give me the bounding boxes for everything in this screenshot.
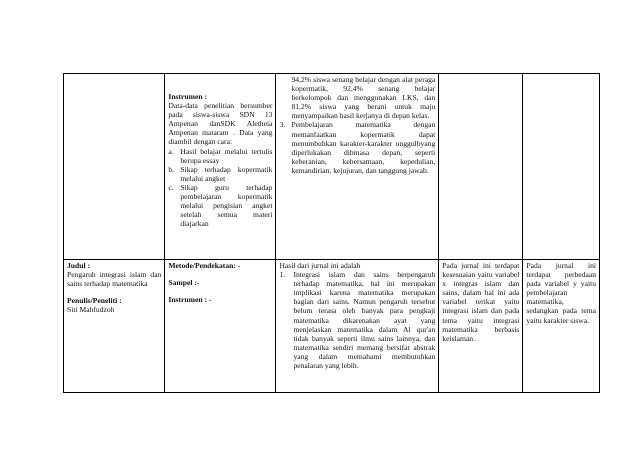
list-item: c. Sikap guru terhadap pembelajaran kopermatik melalui pengisian angket setelah semua materi diajarkan <box>168 182 273 229</box>
cell-r2-similarity: Pada jurnal ini terdapat kesesuaian yaitu variabel x integras islam dan sains, dalam hal ini ada variabel terikat yaitu integrasi islam dan pada tema yaitu integrasi matematika berbasis keislaman. <box>439 260 523 393</box>
instrument-list <box>168 147 272 229</box>
cell-r2-method <box>165 260 276 393</box>
results-list <box>279 270 435 370</box>
cell-r1-title <box>64 74 165 260</box>
judul-text: Pengaruh integrasi islam dan sains terhadap matematika <box>67 270 162 289</box>
penulis-label: Penulis/Peneliti : <box>67 296 122 306</box>
results-continuation: 94,2% siswa senang belajar dengan alat peraga kopermatik, 92,4% senang belajar berkelompok dan menggunakan LKS, dan 81,2% siswa yang berani untuk maju menyampaikan hasil kerjanya di depan kelas. <box>291 75 436 121</box>
list-item: b. Sikap terhadap kopermatik melalui angket <box>168 164 273 183</box>
cell-r2-results <box>276 260 439 393</box>
judul-label: Judul : <box>67 261 91 270</box>
cell-r2-title <box>64 260 165 393</box>
instrument-intro: Data-data penelitian bersumber pada siswa-siswa SDN 13 Ampenan danSDK Aletheia Ampenan mataram . Data yang diambil dengan cara: <box>168 101 273 147</box>
list-item: 1. Integrasi islam dan sains berpengaruh terhadap matematika, hal ini merupakan implikasi karena matematika merupakan bagian dari sains. Namun pengaruh tersebut belum terasa oleh banyak para pengkaji matematika dikarenakan ayat yang menjelaskan matematika dalam Al qur'an tidak banyak seperti ilmu sains lainnya, dan matematika sendiri memang bersifat abstrak yang dalam memahami membutuhkan penalaran yang lebih. <box>279 270 436 371</box>
cell-r1-similarity <box>439 74 523 260</box>
results-intro: Hasil dari jurnal ini adalah <box>279 261 361 270</box>
cell-r1-method <box>165 74 276 260</box>
cell-r1-difference <box>523 74 600 260</box>
cell-r1-results <box>276 74 439 260</box>
cell-r2-difference: Pada jurnal ini terdapat perbedaan pada variabel y yaitu pembelajaran matematika, sedangkan pada tema yaitu karakter siswa. <box>523 260 600 393</box>
table-row <box>64 260 600 393</box>
sampel-label: Sampel :- <box>168 278 200 288</box>
penulis-text: Siti Mahfudzoh <box>67 305 115 315</box>
instrument-heading: Instrumen : <box>168 92 207 101</box>
list-item: a. Hasil belajar melalui tertulis berupa essay <box>168 146 273 165</box>
metode-label: Metode/Pendekatan: - <box>168 261 241 270</box>
instrumen-label: Instrumen : - <box>168 295 212 305</box>
results-list <box>279 120 435 175</box>
literature-review-table <box>63 73 600 393</box>
list-item: 3. Pembelajaran matematika dengan memanfaatkan kopermatik dapat menumbuhkan karakter-karakter unggulbyang diperlukakan dibmasa depan, seperti keberanian, kebersamaan, kepedulian, kemandirian, kejujuran, dan tanggung jawab. <box>279 120 436 175</box>
table-row <box>64 74 600 260</box>
